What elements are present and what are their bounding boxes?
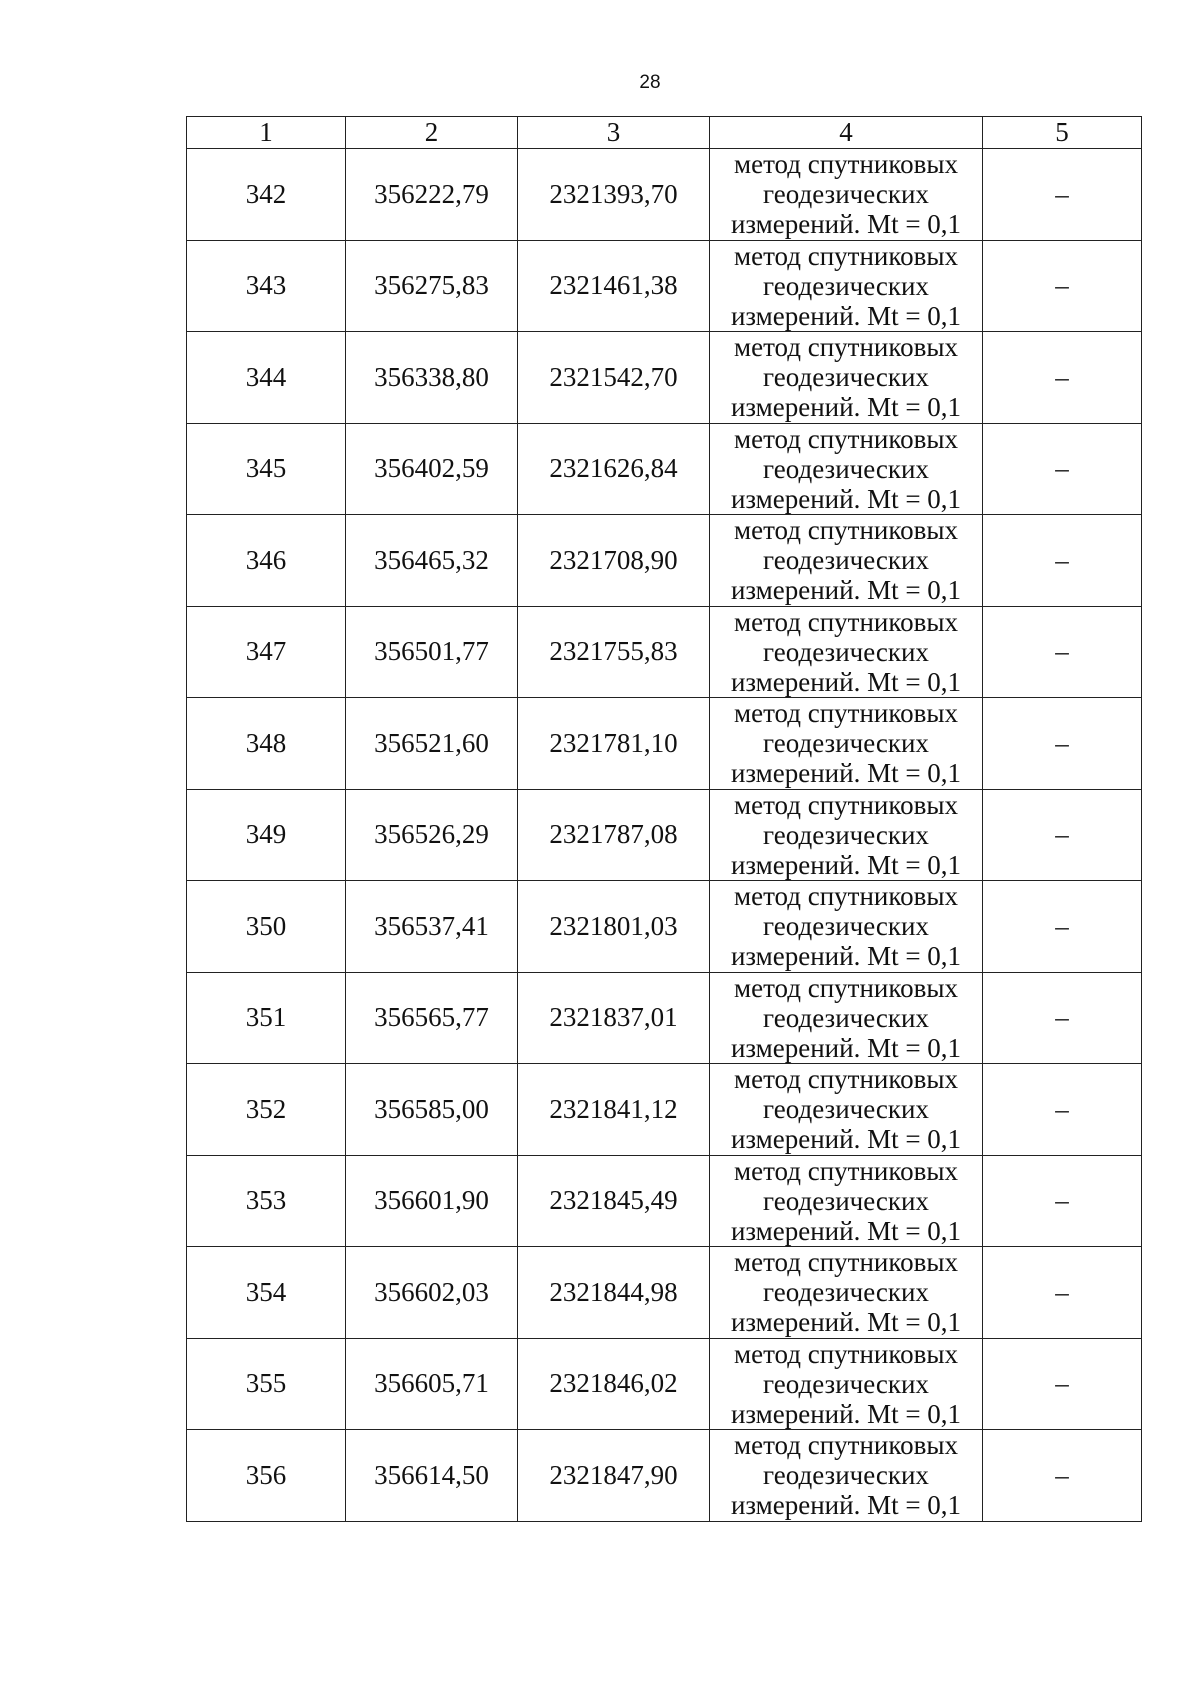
note-cell: –: [983, 1064, 1142, 1156]
x-coordinate-cell: 356585,00: [346, 1064, 518, 1156]
y-coordinate-cell: 2321801,03: [518, 881, 710, 973]
x-coordinate-cell: 356338,80: [346, 332, 518, 424]
method-line: метод спутниковых: [734, 1155, 958, 1186]
method-line: геодезических: [763, 362, 929, 393]
method-line: метод спутниковых: [734, 423, 958, 454]
point-number-cell: 342: [187, 149, 346, 241]
table-row: [187, 1247, 1142, 1339]
method-line: геодезических: [763, 1094, 929, 1125]
x-coordinate-cell: 356565,77: [346, 972, 518, 1064]
method-line: измерений. Mt = 0,1: [730, 758, 962, 789]
note-cell: –: [983, 1338, 1142, 1430]
note-cell: –: [983, 606, 1142, 698]
method-line: метод спутниковых: [734, 332, 958, 363]
method-line: метод спутниковых: [734, 881, 958, 912]
x-coordinate-cell: 356501,77: [346, 606, 518, 698]
note-cell: –: [983, 332, 1142, 424]
x-coordinate-cell: 356601,90: [346, 1155, 518, 1247]
note-cell: –: [983, 1155, 1142, 1247]
x-coordinate-cell: 356521,60: [346, 698, 518, 790]
note-cell: –: [983, 515, 1142, 607]
method-line: измерений. Mt = 0,1: [730, 575, 962, 606]
point-number-cell: 343: [187, 240, 346, 332]
note-cell: –: [983, 881, 1142, 973]
column-header: 1: [187, 117, 346, 149]
y-coordinate-cell: 2321845,49: [518, 1155, 710, 1247]
note-cell: –: [983, 1247, 1142, 1339]
table-row: [187, 972, 1142, 1064]
page-number: 28: [639, 72, 661, 93]
point-number-cell: 348: [187, 698, 346, 790]
method-line: метод спутниковых: [734, 1064, 958, 1095]
y-coordinate-cell: 2321626,84: [518, 423, 710, 515]
method-line: измерений. Mt = 0,1: [730, 1398, 962, 1429]
method-line: измерений. Mt = 0,1: [730, 392, 962, 423]
method-line: геодезических: [763, 1277, 929, 1308]
point-number-cell: 353: [187, 1155, 346, 1247]
table-row: [187, 1338, 1142, 1430]
column-header: 5: [983, 117, 1142, 149]
table-row: [187, 515, 1142, 607]
note-cell: –: [983, 240, 1142, 332]
method-cell: [710, 1064, 983, 1156]
method-cell: [710, 789, 983, 881]
method-cell: [710, 972, 983, 1064]
header-row: [187, 117, 1142, 149]
method-line: измерений. Mt = 0,1: [730, 1490, 962, 1521]
point-number-cell: 347: [187, 606, 346, 698]
table-row: [187, 149, 1142, 241]
table-row: [187, 881, 1142, 973]
y-coordinate-cell: 2321846,02: [518, 1338, 710, 1430]
method-line: метод спутниковых: [734, 972, 958, 1003]
method-cell: [710, 881, 983, 973]
x-coordinate-cell: 356605,71: [346, 1338, 518, 1430]
x-coordinate-cell: 356402,59: [346, 423, 518, 515]
point-number-cell: 351: [187, 972, 346, 1064]
method-cell: [710, 1247, 983, 1339]
table-row: [187, 1155, 1142, 1247]
method-cell: [710, 332, 983, 424]
point-number-cell: 350: [187, 881, 346, 973]
x-coordinate-cell: 356614,50: [346, 1430, 518, 1522]
point-number-cell: 355: [187, 1338, 346, 1430]
method-cell: [710, 606, 983, 698]
table-row: [187, 698, 1142, 790]
point-number-cell: 345: [187, 423, 346, 515]
method-line: метод спутниковых: [734, 515, 958, 546]
y-coordinate-cell: 2321841,12: [518, 1064, 710, 1156]
y-coordinate-cell: 2321708,90: [518, 515, 710, 607]
table-row: [187, 1064, 1142, 1156]
column-header: 4: [710, 117, 983, 149]
x-coordinate-cell: 356222,79: [346, 149, 518, 241]
table-row: [187, 789, 1142, 881]
x-coordinate-cell: 356602,03: [346, 1247, 518, 1339]
point-number-cell: 354: [187, 1247, 346, 1339]
y-coordinate-cell: 2321837,01: [518, 972, 710, 1064]
method-cell: [710, 149, 983, 241]
table-row: [187, 332, 1142, 424]
method-line: метод спутниковых: [734, 698, 958, 729]
table-row: [187, 1430, 1142, 1522]
method-line: геодезических: [763, 1185, 929, 1216]
note-cell: –: [983, 149, 1142, 241]
method-line: измерений. Mt = 0,1: [730, 849, 962, 880]
method-line: геодезических: [763, 1002, 929, 1033]
method-line: метод спутниковых: [734, 1430, 958, 1461]
method-line: измерений. Mt = 0,1: [730, 300, 962, 331]
method-line: геодезических: [763, 270, 929, 301]
method-cell: [710, 1338, 983, 1430]
point-number-cell: 346: [187, 515, 346, 607]
method-cell: [710, 515, 983, 607]
column-header: 3: [518, 117, 710, 149]
note-cell: –: [983, 698, 1142, 790]
method-line: геодезических: [763, 728, 929, 759]
method-cell: [710, 698, 983, 790]
method-line: геодезических: [763, 1368, 929, 1399]
note-cell: –: [983, 789, 1142, 881]
x-coordinate-cell: 356537,41: [346, 881, 518, 973]
method-line: геодезических: [763, 545, 929, 576]
point-number-cell: 356: [187, 1430, 346, 1522]
y-coordinate-cell: 2321844,98: [518, 1247, 710, 1339]
point-number-cell: 349: [187, 789, 346, 881]
method-line: метод спутниковых: [734, 1338, 958, 1369]
method-line: метод спутниковых: [734, 789, 958, 820]
method-cell: [710, 240, 983, 332]
coordinates-table: [186, 116, 1142, 1522]
x-coordinate-cell: 356465,32: [346, 515, 518, 607]
x-coordinate-cell: 356275,83: [346, 240, 518, 332]
y-coordinate-cell: 2321847,90: [518, 1430, 710, 1522]
column-header: 2: [346, 117, 518, 149]
method-cell: [710, 1430, 983, 1522]
point-number-cell: 344: [187, 332, 346, 424]
method-line: измерений. Mt = 0,1: [730, 209, 962, 240]
method-line: метод спутниковых: [734, 240, 958, 271]
y-coordinate-cell: 2321755,83: [518, 606, 710, 698]
method-line: измерений. Mt = 0,1: [730, 941, 962, 972]
method-line: геодезических: [763, 819, 929, 850]
method-line: измерений. Mt = 0,1: [730, 483, 962, 514]
method-line: измерений. Mt = 0,1: [730, 1307, 962, 1338]
x-coordinate-cell: 356526,29: [346, 789, 518, 881]
note-cell: –: [983, 972, 1142, 1064]
method-line: метод спутниковых: [734, 149, 958, 180]
method-line: измерений. Mt = 0,1: [730, 666, 962, 697]
note-cell: –: [983, 423, 1142, 515]
method-line: измерений. Mt = 0,1: [730, 1032, 962, 1063]
method-line: метод спутниковых: [734, 606, 958, 637]
table-row: [187, 240, 1142, 332]
method-line: измерений. Mt = 0,1: [730, 1124, 962, 1155]
y-coordinate-cell: 2321461,38: [518, 240, 710, 332]
method-line: геодезических: [763, 1460, 929, 1491]
note-cell: –: [983, 1430, 1142, 1522]
method-cell: [710, 423, 983, 515]
method-line: геодезических: [763, 636, 929, 667]
y-coordinate-cell: 2321787,08: [518, 789, 710, 881]
method-line: геодезических: [763, 911, 929, 942]
method-line: геодезических: [763, 453, 929, 484]
method-line: измерений. Mt = 0,1: [730, 1215, 962, 1246]
table-row: [187, 423, 1142, 515]
y-coordinate-cell: 2321542,70: [518, 332, 710, 424]
y-coordinate-cell: 2321393,70: [518, 149, 710, 241]
method-cell: [710, 1155, 983, 1247]
point-number-cell: 352: [187, 1064, 346, 1156]
table-row: [187, 606, 1142, 698]
method-line: геодезических: [763, 179, 929, 210]
method-line: метод спутниковых: [734, 1247, 958, 1278]
y-coordinate-cell: 2321781,10: [518, 698, 710, 790]
